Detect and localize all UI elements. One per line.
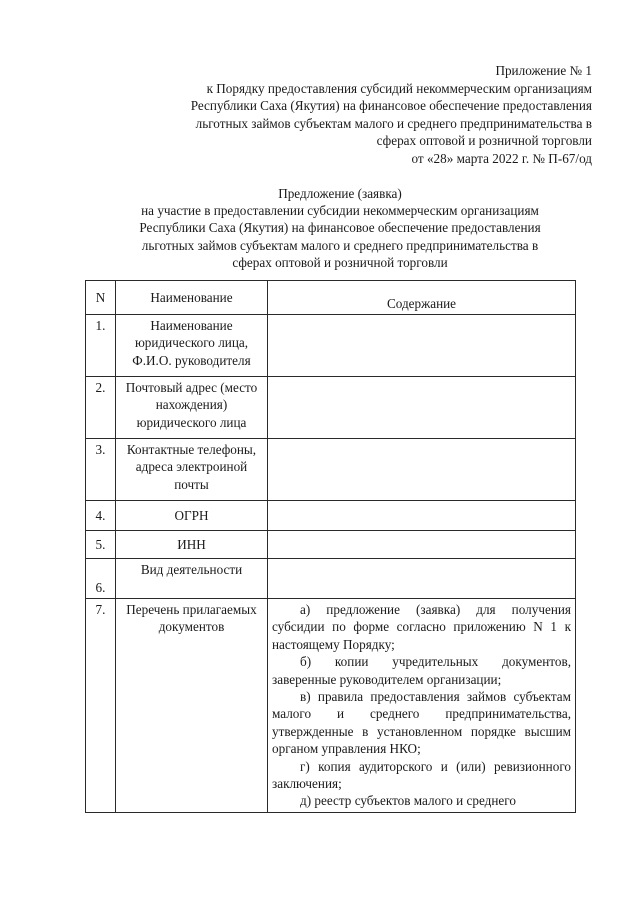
row-number: 2. <box>86 377 116 439</box>
table-row <box>86 315 576 377</box>
appendix-header <box>122 62 592 168</box>
row-name: Перечень прилагаемых документов <box>116 599 268 813</box>
row-content-empty[interactable] <box>268 531 576 559</box>
documents-item: д) реестр субъектов малого и среднего <box>300 793 516 809</box>
appendix-line: Республики Саха (Якутия) на финансовое обеспечение предоставления <box>190 98 592 114</box>
documents-item: в) правила предоставления займов субъектам малого и среднего предпринимательства, утвержденные в установленном порядке высшим органом управления НКО; <box>272 689 571 757</box>
documents-item: а) предложение (заявка) для получения субсидии по форме согласно приложению N 1 к настоящему Порядку; <box>272 602 571 652</box>
proposal-title: Предложение (заявка) <box>278 186 402 201</box>
proposal-line: на участие в предоставлении субсидии некоммерческим организациям <box>141 203 539 219</box>
row-name: Контактные телефоны, адреса электроиной почты <box>116 439 268 501</box>
appendix-line: Приложение № 1 <box>495 63 592 78</box>
row-number: 3. <box>86 439 116 501</box>
header-content: Содержание <box>268 281 576 315</box>
proposal-line: сферах оптовой и розничной торговли <box>232 254 448 270</box>
header-name: Наименование <box>116 281 268 315</box>
row-name: Вид деятельности <box>116 559 268 599</box>
documents-list <box>268 599 576 813</box>
row-number: 5. <box>86 531 116 559</box>
row-number: 4. <box>86 501 116 531</box>
appendix-line: к Порядку предоставления субсидий некоммерческим организациям <box>206 80 592 96</box>
appendix-line: от «28» марта 2022 г. № П-67/од <box>411 150 592 166</box>
row-content-empty[interactable] <box>268 501 576 531</box>
row-name: ИНН <box>116 531 268 559</box>
row-content-empty[interactable] <box>268 559 576 599</box>
appendix-line: льготных займов субъектам малого и среднего предпринимательства в <box>195 115 592 131</box>
proposal-line: льготных займов субъектам малого и среднего предпринимательства в <box>141 237 539 253</box>
proposal-line: Республики Саха (Якутия) на финансовое обеспечение предоставления <box>139 220 541 236</box>
row-number: 6. <box>86 559 116 599</box>
header-number: N <box>86 281 116 315</box>
documents-item: г) копия аудиторского и (или) ревизионного заключения; <box>272 758 571 792</box>
proposal-heading <box>80 185 600 271</box>
row-name: ОГРН <box>116 501 268 531</box>
row-name: Почтовый адрес (место нахождения) юридического лица <box>116 377 268 439</box>
row-content-empty[interactable] <box>268 315 576 377</box>
table-header-row <box>86 281 576 315</box>
table-row <box>86 377 576 439</box>
table-row <box>86 531 576 559</box>
application-table <box>85 280 576 813</box>
row-number: 1. <box>86 315 116 377</box>
table-row <box>86 501 576 531</box>
row-content-empty[interactable] <box>268 377 576 439</box>
row-name: Наименование юридического лица, Ф.И.О. руководителя <box>116 315 268 377</box>
table-row <box>86 559 576 599</box>
row-content-empty[interactable] <box>268 439 576 501</box>
appendix-line: сферах оптовой и розничной торговли <box>376 133 592 149</box>
documents-item: б) копии учредительных документов, заверенные руководителем организации; <box>272 654 571 687</box>
table-row <box>86 439 576 501</box>
table-row <box>86 599 576 813</box>
row-number: 7. <box>86 599 116 813</box>
